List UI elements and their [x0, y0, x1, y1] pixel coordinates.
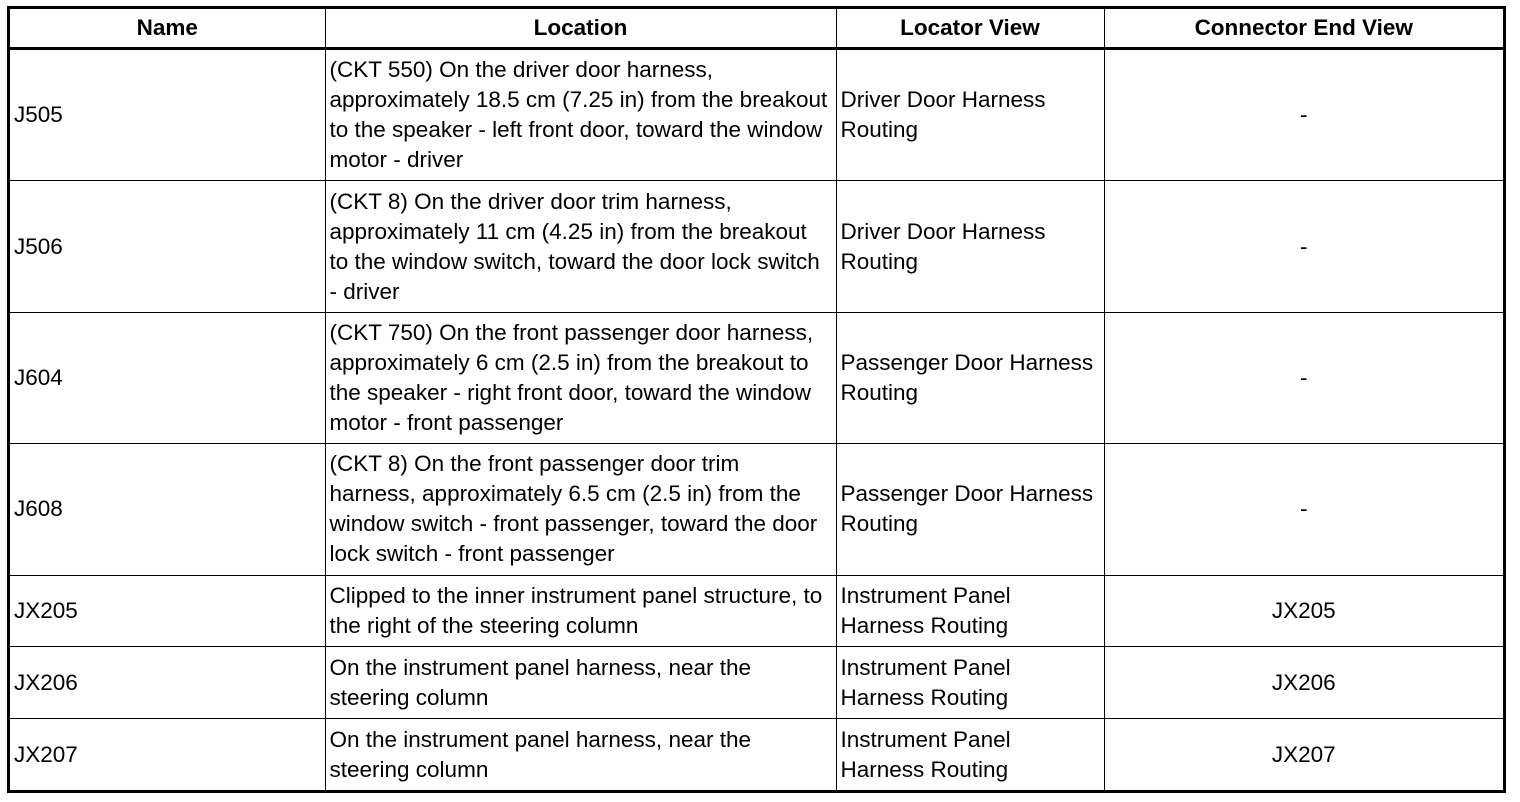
table-row — [10, 575, 1503, 647]
locator-view: Passenger Door Harness Routing — [836, 312, 1104, 443]
connector-location: On the instrument panel harness, near the steering column — [325, 647, 836, 719]
table-row — [10, 312, 1503, 443]
connector-name: J604 — [10, 312, 325, 443]
table-row — [10, 719, 1503, 790]
table-row — [10, 181, 1503, 312]
connector-name: JX207 — [10, 719, 325, 790]
connector-end-view: - — [1104, 312, 1503, 443]
header-location: Location — [325, 9, 836, 49]
header-locator-view: Locator View — [836, 9, 1104, 49]
connector-end-view: - — [1104, 181, 1503, 312]
table-row — [10, 444, 1503, 575]
header-connector-end-view: Connector End View — [1104, 9, 1503, 49]
connector-name: J505 — [10, 49, 325, 181]
locator-view: Instrument Panel Harness Routing — [836, 647, 1104, 719]
locator-view: Instrument Panel Harness Routing — [836, 719, 1104, 790]
locator-view: Driver Door Harness Routing — [836, 49, 1104, 181]
locator-view: Driver Door Harness Routing — [836, 181, 1104, 312]
connector-location: Clipped to the inner instrument panel structure, to the right of the steering column — [325, 575, 836, 647]
connector-location: On the instrument panel harness, near the steering column — [325, 719, 836, 790]
connector-name: J608 — [10, 444, 325, 575]
connector-name: J506 — [10, 181, 325, 312]
connector-end-view: JX206 — [1104, 647, 1503, 719]
connector-end-view: - — [1104, 49, 1503, 181]
connector-table-frame — [7, 6, 1506, 793]
connector-name: JX205 — [10, 575, 325, 647]
connector-location: (CKT 750) On the front passenger door harness, approximately 6 cm (2.5 in) from the breakout to the speaker - right front door, toward the window motor - front passenger — [325, 312, 836, 443]
connector-end-view: JX207 — [1104, 719, 1503, 790]
connector-location: (CKT 8) On the driver door trim harness, approximately 11 cm (4.25 in) from the breakout to the window switch, toward the door lock switch - driver — [325, 181, 836, 312]
connector-end-view: JX205 — [1104, 575, 1503, 647]
connector-end-view: - — [1104, 444, 1503, 575]
table-header-row — [10, 9, 1503, 49]
connector-table — [10, 9, 1503, 790]
connector-name: JX206 — [10, 647, 325, 719]
locator-view: Instrument Panel Harness Routing — [836, 575, 1104, 647]
connector-location: (CKT 550) On the driver door harness, approximately 18.5 cm (7.25 in) from the breakout to the speaker - left front door, toward the window motor - driver — [325, 49, 836, 181]
connector-location: (CKT 8) On the front passenger door trim harness, approximately 6.5 cm (2.5 in) from the window switch - front passenger, toward the door lock switch - front passenger — [325, 444, 836, 575]
table-row — [10, 49, 1503, 181]
table-row — [10, 647, 1503, 719]
header-name: Name — [10, 9, 325, 49]
locator-view: Passenger Door Harness Routing — [836, 444, 1104, 575]
